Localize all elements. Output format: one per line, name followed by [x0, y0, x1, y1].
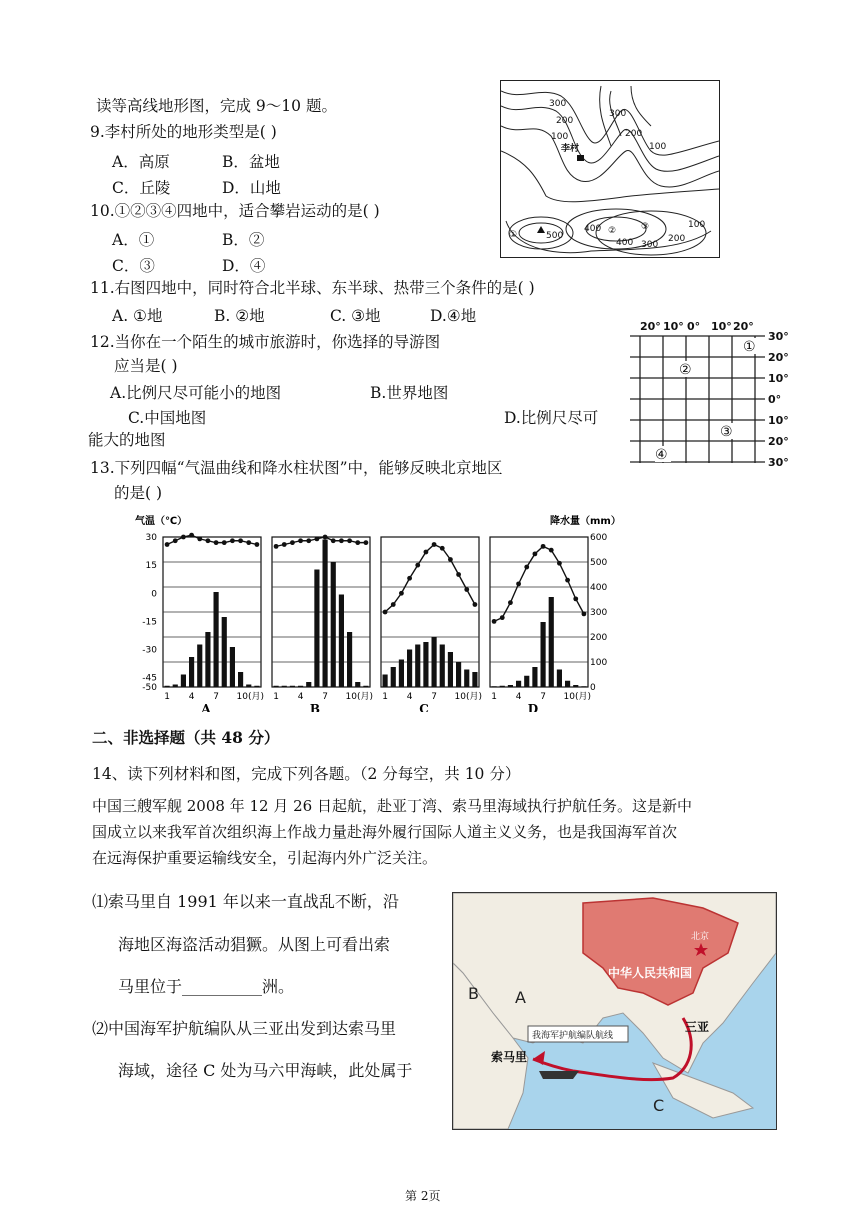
- precipitation-tick-label: 300: [590, 608, 608, 618]
- q12-stem-line1: 12.当你在一个陌生的城市旅游时，你选择的导游图: [90, 333, 441, 351]
- temperature-point: [214, 540, 219, 545]
- temperature-axis-title: 气温（℃）: [135, 516, 188, 527]
- temperature-point: [282, 542, 287, 547]
- month-tick-label: 7: [322, 692, 328, 702]
- temperature-line: [276, 537, 366, 546]
- contour-label: 100: [551, 132, 569, 142]
- temperature-point: [573, 596, 578, 601]
- temperature-point: [222, 540, 227, 545]
- lat-label: 20°: [768, 351, 789, 364]
- q14-material-line3: 在远海保护重要运输线安全，引起海内外广泛关注。: [92, 849, 438, 867]
- temperature-point: [424, 550, 429, 555]
- q12-stem-line2: 应当是( ): [114, 357, 178, 375]
- precipitation-bar: [298, 686, 303, 687]
- q14-stem: 14、读下列材料和图，完成下列各题。（2 分每空，共 10 分）: [92, 765, 521, 783]
- contour-label: 100: [649, 142, 667, 152]
- temperature-tick-label: -30: [142, 645, 157, 656]
- somalia-label: 索马里: [491, 1050, 528, 1064]
- temperature-point: [557, 561, 562, 566]
- month-tick-label: 10(月): [454, 692, 482, 702]
- lat-long-grid-svg: [625, 318, 815, 468]
- long-label: 0°: [687, 320, 701, 333]
- temperature-point: [524, 565, 529, 570]
- q14-part1-line1: ⑴索马里自 1991 年以来一直战乱不断，沿: [92, 892, 399, 911]
- precipitation-tick-label: 400: [590, 583, 608, 593]
- q14-material-line2: 国成立以来我军首次组织海上作战力量赴海外履行国际人道主义义务，也是我国海军首次: [92, 823, 678, 841]
- temperature-point: [432, 542, 437, 547]
- lat-label: 10°: [768, 414, 789, 427]
- precipitation-bar: [274, 686, 279, 687]
- precipitation-bar: [448, 652, 453, 687]
- precipitation-bar: [290, 686, 295, 687]
- precipitation-axis-title: 降水量（mm）: [550, 516, 615, 527]
- temperature-point: [173, 538, 178, 543]
- q11-stem: 11.右图四地中，同时符合北半球、东半球、热带三个条件的是( ): [90, 279, 535, 297]
- month-tick-label: 10(月): [236, 692, 264, 702]
- q9-option-b[interactable]: B．盆地: [222, 153, 280, 171]
- precipitation-tick-label: 200: [590, 633, 608, 643]
- month-tick-label: 4: [297, 692, 304, 702]
- grid-point-2: ②: [679, 362, 692, 378]
- sanya-label: 三亚: [685, 1020, 710, 1034]
- point-1-label: ①: [509, 230, 518, 240]
- page-footer: 第 2页: [405, 1189, 441, 1203]
- precipitation-bar: [246, 685, 251, 688]
- precipitation-bar: [464, 670, 469, 688]
- chart-option-label: B: [309, 702, 321, 712]
- precipitation-bar: [532, 667, 537, 687]
- precipitation-bar: [189, 657, 194, 687]
- long-label: 10°: [711, 320, 732, 333]
- month-tick-label: 4: [188, 692, 195, 702]
- q10-option-c[interactable]: C．③: [112, 257, 155, 275]
- month-tick-label: 7: [540, 692, 546, 702]
- contour-label: 500: [546, 231, 564, 241]
- temperature-point: [508, 600, 513, 605]
- grid-point-4: ④: [655, 447, 668, 463]
- month-tick-label: 1: [164, 692, 170, 702]
- contour-label: 200: [556, 116, 574, 126]
- section-2-title: 二、非选择题（共 48 分）: [92, 728, 280, 747]
- long-label: 20°: [640, 320, 661, 333]
- temperature-point: [165, 542, 170, 547]
- precipitation-bar: [165, 686, 170, 687]
- temperature-point: [306, 538, 311, 543]
- month-tick-label: 10(月): [563, 692, 591, 702]
- contour-label: 200: [625, 129, 643, 139]
- grid-point-3: ③: [720, 424, 733, 440]
- contour-label: 100: [688, 220, 706, 230]
- month-tick-label: 1: [382, 692, 388, 702]
- q10-option-b[interactable]: B．②: [222, 231, 265, 249]
- precipitation-bar: [331, 562, 336, 687]
- map-point-c: C: [653, 1096, 665, 1115]
- precipitation-bar: [238, 672, 243, 687]
- q14-material-line1: 中国三艘军舰 2008 年 12 月 26 日起航，赴亚丁湾、索马里海域执行护航任务。这是新中: [92, 797, 692, 815]
- long-label: 10°: [663, 320, 684, 333]
- precipitation-bar: [254, 686, 259, 687]
- q11-option-d[interactable]: D.④地: [430, 307, 477, 325]
- temperature-point: [339, 538, 344, 543]
- temperature-point: [456, 572, 461, 577]
- precipitation-bar: [399, 660, 404, 688]
- month-tick-label: 1: [491, 692, 497, 702]
- lat-label: 10°: [768, 372, 789, 385]
- precipitation-bar: [581, 686, 586, 687]
- temperature-point: [331, 538, 336, 543]
- contour-label: 300: [549, 99, 567, 109]
- temperature-point: [582, 611, 587, 616]
- chart-option-label: D: [527, 702, 539, 712]
- temperature-line: [494, 546, 584, 621]
- precipitation-bar: [423, 642, 428, 687]
- precipitation-bar: [492, 686, 497, 687]
- temperature-point: [473, 602, 478, 607]
- temperature-point: [238, 538, 243, 543]
- q14-part1-line2: 海地区海盗活动猖獗。从图上可看出索: [118, 935, 391, 954]
- precipitation-bar: [440, 645, 445, 688]
- beijing-label: 北京: [691, 932, 710, 942]
- temperature-point: [347, 538, 352, 543]
- contour-intro: 读等高线地形图，完成 9～10 题。: [96, 97, 337, 115]
- q9-stem: 9.李村所处的地形类型是( ): [90, 123, 277, 141]
- precipitation-bar: [500, 686, 505, 687]
- precipitation-bar: [415, 645, 420, 688]
- temperature-point: [189, 533, 194, 538]
- q12-option-a[interactable]: A.比例尺尽可能小的地图: [110, 384, 282, 402]
- month-tick-label: 7: [213, 692, 219, 702]
- precipitation-bar: [383, 675, 388, 688]
- precipitation-bar: [573, 685, 578, 687]
- temperature-point: [464, 587, 469, 592]
- precipitation-bar: [347, 632, 352, 687]
- q13-stem-line2: 的是( ): [114, 484, 163, 502]
- precipitation-bar: [363, 686, 368, 687]
- precipitation-bar: [508, 685, 513, 687]
- temperature-line: [385, 545, 475, 613]
- precipitation-bar: [524, 676, 529, 687]
- temperature-tick-label: 30: [145, 533, 157, 543]
- precipitation-tick-label: 0: [590, 683, 596, 693]
- q10-option-d[interactable]: D．④: [222, 257, 266, 275]
- china-label: 中华人民共和国: [608, 966, 693, 980]
- climate-charts-svg: [135, 512, 615, 712]
- climate-charts: [135, 512, 615, 712]
- temperature-point: [274, 544, 279, 549]
- temperature-point: [565, 578, 570, 583]
- temperature-tick-label: -15: [142, 617, 157, 628]
- contour-label: 300: [641, 240, 659, 250]
- temperature-point: [323, 535, 328, 540]
- temperature-tick-label: -50: [142, 683, 157, 693]
- q12-option-b[interactable]: B.世界地图: [370, 384, 449, 402]
- temperature-point: [549, 548, 554, 553]
- temperature-point: [355, 540, 360, 545]
- precipitation-bar: [181, 675, 186, 688]
- contour-label: 200: [668, 234, 686, 244]
- contour-label: 400: [584, 224, 602, 234]
- temperature-point: [492, 619, 497, 624]
- q9-option-c[interactable]: C．丘陵: [112, 179, 171, 197]
- point-3-label: ③: [641, 222, 650, 232]
- temperature-point: [448, 557, 453, 562]
- chart-option-label: C: [419, 702, 429, 712]
- precipitation-bar: [339, 595, 344, 688]
- temperature-tick-label: 15: [145, 561, 157, 572]
- contour-map-svg: [501, 81, 719, 257]
- precipitation-bar: [391, 667, 396, 687]
- temperature-point: [290, 540, 295, 545]
- lat-long-grid-map: [625, 318, 815, 468]
- precipitation-tick-label: 100: [590, 658, 608, 668]
- q9-option-a[interactable]: A．高原: [112, 153, 170, 171]
- precipitation-bar: [516, 681, 521, 687]
- temperature-point: [391, 602, 396, 607]
- precipitation-bar: [230, 647, 235, 687]
- precipitation-bar: [314, 570, 319, 688]
- precipitation-bar: [214, 592, 219, 687]
- contour-map: [500, 80, 720, 258]
- precipitation-bar: [541, 622, 546, 687]
- month-tick-label: 10(月): [345, 692, 373, 702]
- precipitation-bar: [173, 685, 178, 688]
- temperature-point: [383, 610, 388, 615]
- temperature-point: [246, 540, 251, 545]
- temperature-point: [298, 538, 303, 543]
- temperature-point: [399, 591, 404, 596]
- temperature-point: [500, 615, 505, 620]
- precipitation-bar: [565, 681, 570, 687]
- precipitation-bar: [282, 686, 287, 687]
- q14-part1-line3[interactable]: 马里位于__________洲。: [118, 977, 295, 996]
- temperature-point: [541, 544, 546, 549]
- temperature-point: [533, 551, 538, 556]
- route-label: 我海军护航编队航线: [532, 1031, 614, 1041]
- temperature-point: [197, 536, 202, 541]
- q11-option-c[interactable]: C. ③地: [330, 307, 381, 325]
- precipitation-bar: [432, 637, 437, 687]
- temperature-point: [516, 581, 521, 586]
- map-point-b: B: [468, 984, 479, 1003]
- lat-label: 0°: [768, 393, 782, 406]
- li-village-label: 李村: [561, 144, 580, 154]
- precipitation-tick-label: 600: [590, 533, 608, 543]
- precipitation-bar: [472, 672, 477, 687]
- temperature-point: [440, 546, 445, 551]
- escort-route-svg: [453, 893, 776, 1129]
- grid-point-1: ①: [743, 339, 756, 355]
- lat-label: 30°: [768, 456, 789, 468]
- q12-option-d-cont: 能大的地图: [88, 431, 166, 449]
- temperature-point: [407, 576, 412, 581]
- q14-part2-line1: ⑵中国海军护航编队从三亚出发到达索马里: [92, 1019, 397, 1038]
- contour-label: 300: [609, 109, 627, 119]
- temperature-point: [255, 542, 260, 547]
- precipitation-bar: [197, 645, 202, 688]
- point-2-label: ②: [608, 226, 617, 236]
- month-tick-label: 4: [515, 692, 522, 702]
- q12-option-c[interactable]: C.中国地图: [128, 409, 207, 427]
- lat-label: 20°: [768, 435, 789, 448]
- precipitation-tick-label: 500: [590, 558, 608, 568]
- escort-route-map: [452, 892, 777, 1130]
- q12-option-d[interactable]: D.比例尺尽可: [504, 409, 599, 427]
- lat-label: 30°: [768, 330, 789, 343]
- q11-option-b[interactable]: B. ②地: [214, 307, 265, 325]
- map-point-a: A: [515, 988, 526, 1007]
- month-tick-label: 4: [406, 692, 413, 702]
- temperature-point: [415, 563, 420, 568]
- precipitation-bar: [407, 650, 412, 688]
- month-tick-label: 7: [431, 692, 437, 702]
- temperature-tick-label: 0: [151, 589, 157, 600]
- temperature-tick-label: -45: [142, 673, 157, 684]
- temperature-point: [181, 535, 186, 540]
- chart-option-label: A: [201, 702, 211, 712]
- precipitation-bar: [355, 682, 360, 687]
- q9-option-d[interactable]: D．山地: [222, 179, 281, 197]
- temperature-point: [364, 540, 369, 545]
- month-tick-label: 1: [273, 692, 279, 702]
- q10-option-a[interactable]: A．①: [112, 231, 155, 249]
- q11-option-a[interactable]: A. ①地: [112, 307, 163, 325]
- precipitation-bar: [557, 670, 562, 688]
- precipitation-bar: [323, 540, 328, 688]
- temperature-point: [206, 538, 211, 543]
- precipitation-bar: [306, 682, 311, 687]
- temperature-point: [315, 536, 320, 541]
- contour-label: 400: [616, 238, 634, 248]
- long-label: 20°: [733, 320, 754, 333]
- q10-stem: 10.①②③④四地中，适合攀岩运动的是( ): [90, 202, 380, 220]
- precipitation-bar: [456, 662, 461, 687]
- temperature-point: [230, 538, 235, 543]
- precipitation-bar: [205, 632, 210, 687]
- q13-stem-line1: 13.下列四幅“气温曲线和降水柱状图”中，能够反映北京地区: [90, 459, 503, 477]
- precipitation-bar: [549, 597, 554, 687]
- precipitation-bar: [222, 617, 227, 687]
- q14-part2-line2: 海域，途径 C 处为马六甲海峡，此处属于: [118, 1061, 413, 1080]
